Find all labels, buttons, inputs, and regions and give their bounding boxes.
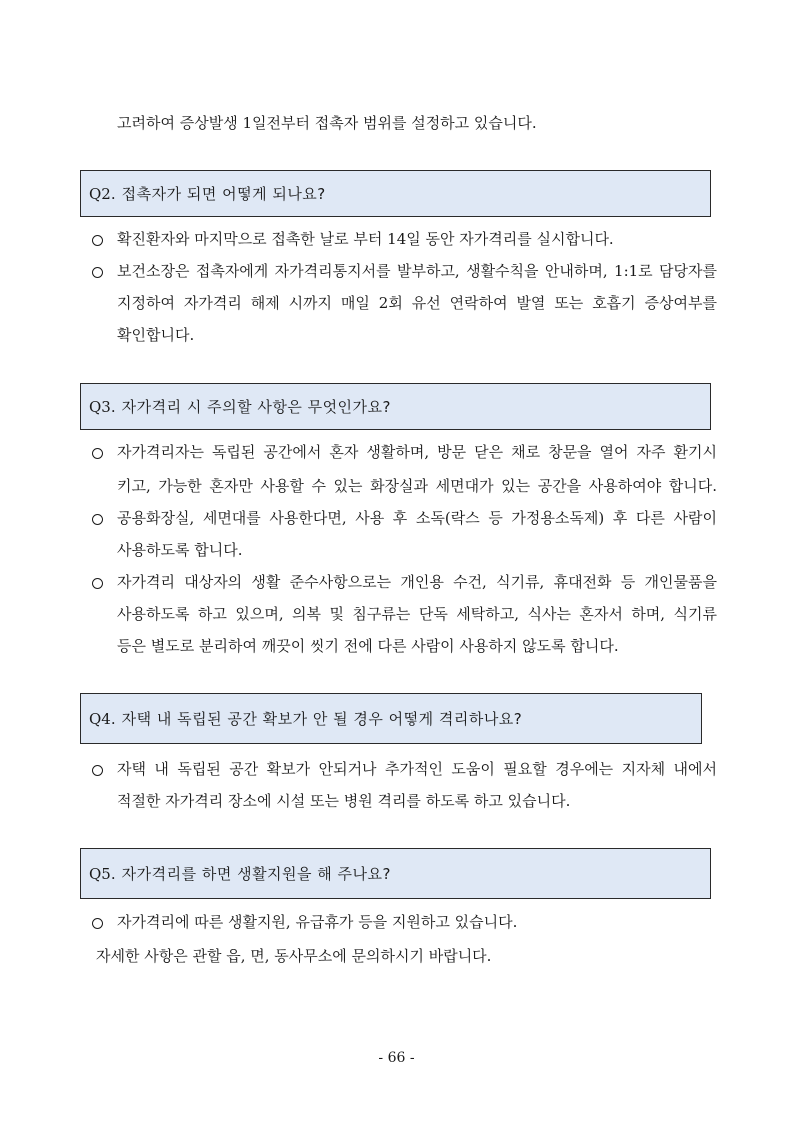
answer-text: 키고, 가능한 혼자만 사용할 수 있는 화장실과 세면대가 있는 공간을 사용하여야 합니다. (117, 477, 717, 495)
answer-text: 보건소장은 접촉자에게 자가격리통지서를 발부하고, 생활수칙을 안내하며, 1:1로 담당자를 (117, 262, 717, 280)
answer-text: 사용하도록 합니다. (117, 541, 243, 559)
question-text: 접촉자가 되면 어떻게 되나요? (121, 185, 326, 203)
answer-text: 적절한 자가격리 장소에 시설 또는 병원 격리를 하도록 하고 있습니다. (117, 792, 571, 810)
page-number: - 66 - (378, 1050, 415, 1066)
question-number: Q2. (89, 184, 116, 203)
question-text: 자택 내 독립된 공간 확보가 안 될 경우 어떻게 격리하나요? (121, 710, 523, 728)
bullet-circle-icon (92, 448, 103, 459)
answer-text: 확진환자와 마지막으로 접촉한 날로 부터 14일 동안 자가격리를 실시합니다. (117, 230, 614, 248)
answer-text: 자택 내 독립된 공간 확보가 안되거나 추가적인 도움이 필요할 경우에는 지자체 내에서 (117, 760, 717, 778)
bullet-circle-icon (92, 267, 103, 278)
answer-text: 자가격리 대상자의 생활 준수사항으로는 개인용 수건, 식기류, 휴대전화 등 개인물품을 (117, 573, 717, 591)
question-box-q4 (80, 693, 702, 744)
bullet-circle-icon (92, 235, 103, 246)
answer-text: 사용하도록 하고 있으며, 의복 및 침구류는 단독 세탁하고, 식사는 혼자서 하며, 식기류 (117, 605, 717, 623)
bullet-circle-icon (92, 578, 103, 589)
answer-text: 확인합니다. (117, 326, 195, 344)
question-number: Q4. (89, 709, 116, 728)
answer-text: 지정하여 자가격리 해제 시까지 매일 2회 유선 연락하여 발열 또는 호흡기 증상여부를 (117, 294, 717, 312)
question-box-q3 (80, 383, 711, 430)
question-text: 자가격리 시 주의할 사항은 무엇인가요? (121, 398, 391, 416)
answer-text: 자가격리에 따른 생활지원, 유급휴가 등을 지원하고 있습니다. (117, 913, 518, 931)
note-text: 자세한 사항은 관할 읍, 면, 동사무소에 문의하시기 바랍니다. (96, 947, 492, 965)
bullet-circle-icon (92, 918, 103, 929)
question-box-q2 (80, 170, 711, 217)
question-number: Q3. (89, 397, 116, 416)
answer-text: 등은 별도로 분리하여 깨끗이 씻기 전에 다른 사람이 사용하지 않도록 합니다. (117, 637, 619, 655)
answer-text: 자가격리자는 독립된 공간에서 혼자 생활하며, 방문 닫은 채로 창문을 열어 자주 환기시 (117, 443, 717, 461)
bullet-circle-icon (92, 765, 103, 776)
intro-text: 고려하여 증상발생 1일전부터 접촉자 범위를 설정하고 있습니다. (117, 114, 537, 132)
answer-text: 공용화장실, 세면대를 사용한다면, 사용 후 소독(락스 등 가정용소독제) 후 다른 사람이 (117, 509, 717, 527)
question-text: 자가격리를 하면 생활지원을 해 주나요? (121, 865, 391, 883)
question-number: Q5. (89, 864, 116, 883)
question-box-q5 (80, 848, 711, 899)
bullet-circle-icon (92, 514, 103, 525)
